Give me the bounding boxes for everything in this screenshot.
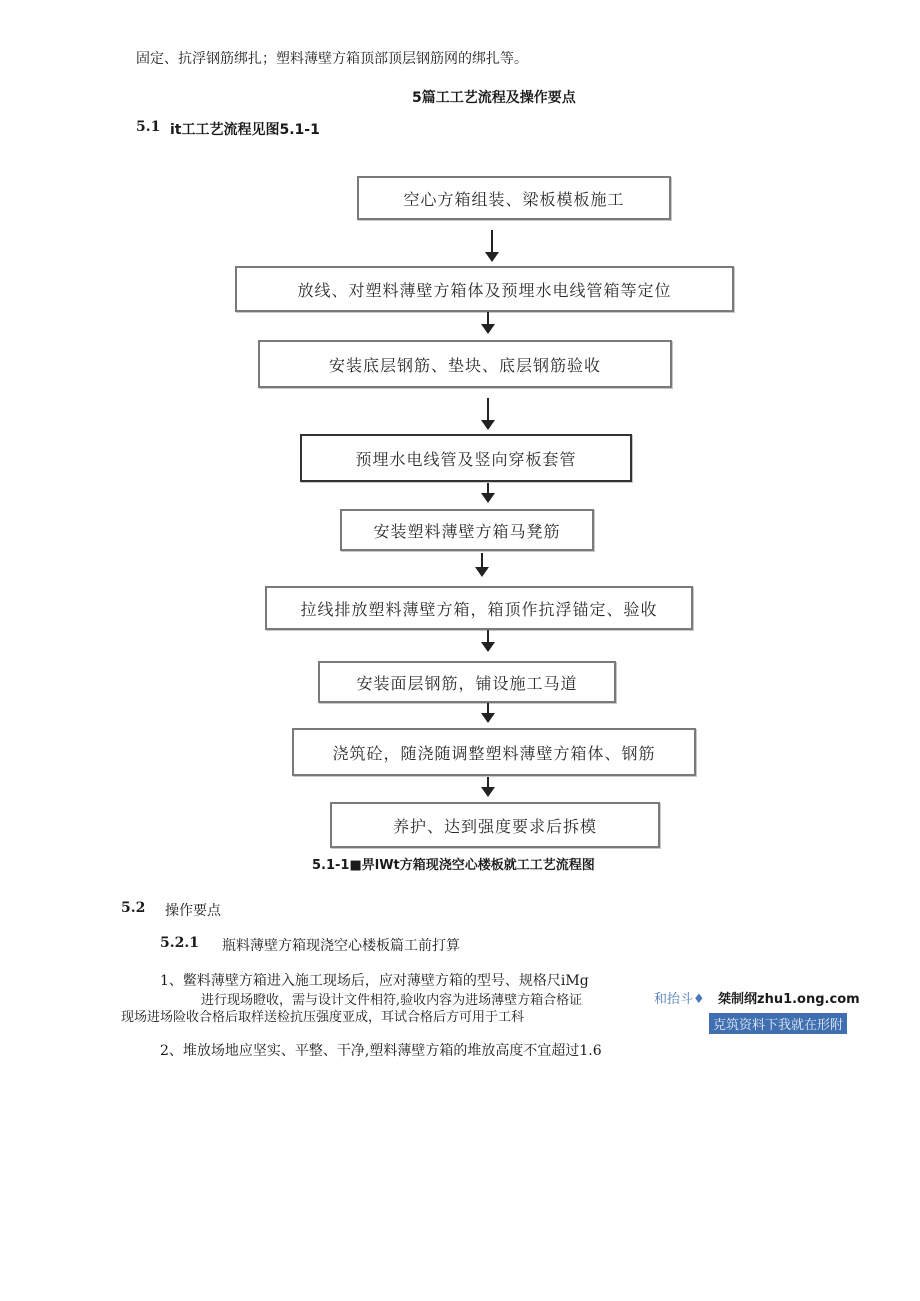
section-5-1-text: it工工艺流程见图5.1-1	[170, 122, 320, 138]
flow-arrow-8	[478, 777, 498, 797]
section-5-1-number: 5.1	[136, 119, 161, 135]
section-5-2-1-title: 瓶料薄壁方箱现浇空心楼板篇工前打算	[222, 938, 460, 954]
intro-line: 固定、抗浮钢筋绑扎；塑料薄壁方箱顶部顶层钢筋网的绑扎等。	[136, 51, 528, 67]
flow-step-2: 放线、对塑料薄壁方箱体及预埋水电线管箱等定位	[235, 266, 734, 312]
section-5-2-number: 5.2	[121, 900, 146, 916]
flow-step-1: 空心方箱组装、梁板模板施工	[357, 176, 671, 220]
flow-arrow-5	[472, 553, 492, 577]
flow-step-5: 安装塑料薄壁方箱马凳筋	[340, 509, 594, 551]
flow-step-4: 预埋水电线管及竖向穿板套管	[300, 434, 632, 482]
flow-arrow-2	[478, 312, 498, 334]
figure-caption: 5.1-1■畀lWt方箱现浇空心楼板就工工艺流程图	[312, 858, 595, 873]
paragraph-2: 2、堆放场地应坚实、平整、干净,塑料薄壁方箱的堆放高度不宜超过1.6	[160, 1043, 602, 1059]
flow-arrow-7	[478, 703, 498, 723]
flow-arrow-3	[478, 398, 498, 430]
flow-step-8: 浇筑砼，随浇随调整塑料薄壁方箱体、钢筋	[292, 728, 696, 776]
section-5-2-1-number: 5.2.1	[160, 935, 199, 951]
flow-arrow-1	[482, 230, 502, 262]
paragraph-1-line-3: 现场进场险收合格后取样送检抗压强度亚成，耳试合格后方可用于工科	[121, 1010, 525, 1025]
watermark-banner: 克筑资料下我就在形附	[709, 1013, 847, 1034]
watermark-overlay-text: 和抬斗♦	[654, 992, 705, 1007]
watermark-site-text: 桀制纲zhu1.ong.com	[718, 992, 860, 1007]
flow-arrow-6	[478, 630, 498, 652]
flow-step-6: 拉线排放塑料薄壁方箱，箱顶作抗浮锚定、验收	[265, 586, 693, 630]
paragraph-1-line-1: 1、鳖料薄壁方箱进入施工现场后，应对薄壁方箱的型号、规格尺iMg	[160, 973, 589, 989]
flow-arrow-4	[478, 483, 498, 503]
flow-step-9: 养护、达到强度要求后拆模	[330, 802, 660, 848]
section-title: 5篇工工艺流程及操作要点	[412, 90, 576, 106]
flow-step-7: 安装面层钢筋，铺设施工马道	[318, 661, 616, 703]
paragraph-1-line-2: 进行现场瞪收，需与设计文件相符,验收内容为进场薄壁方箱合格证	[201, 993, 583, 1008]
flow-step-3: 安装底层钢筋、垫块、底层钢筋验收	[258, 340, 672, 388]
section-5-2-title: 操作要点	[165, 903, 221, 919]
